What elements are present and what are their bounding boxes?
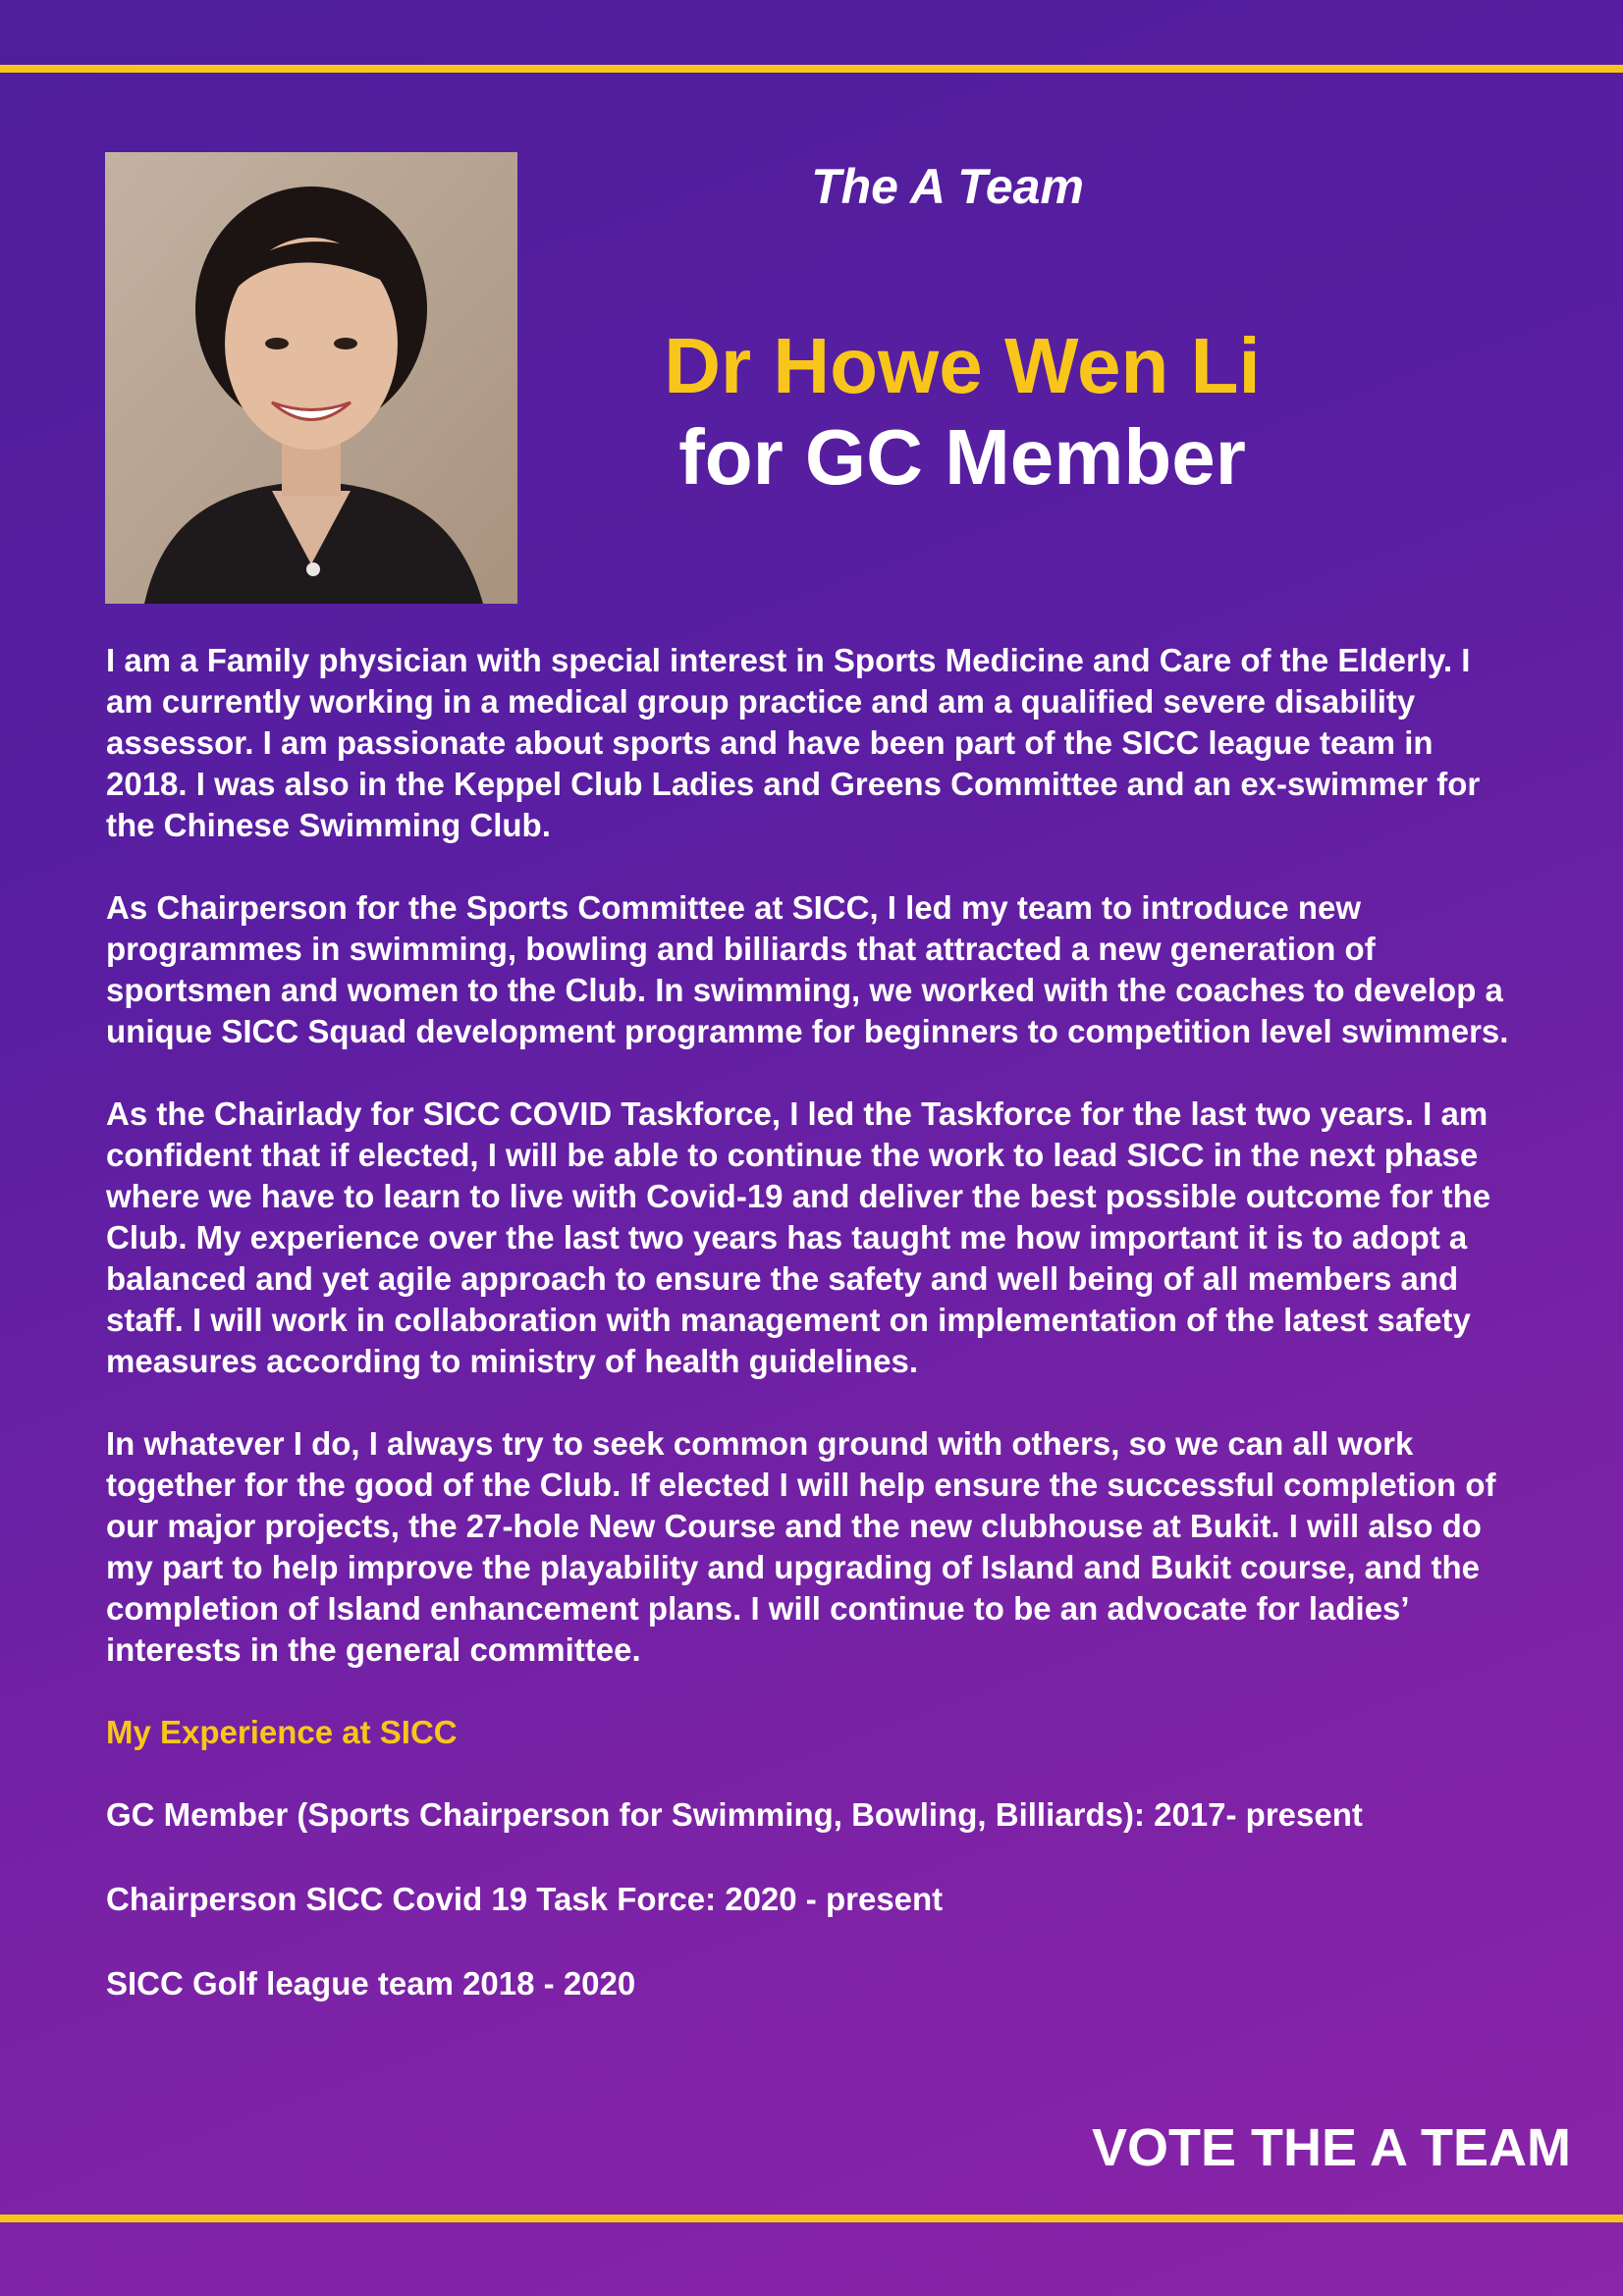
top-divider <box>0 65 1623 73</box>
portrait-photo <box>105 152 517 604</box>
team-title: The A Team <box>811 159 1084 214</box>
bio-paragraph: As Chairperson for the Sports Committee at SICC, I led my team to introduce new programmes in swimming, bowling and billiards that attracted a new generation of sportsmen and women to the Club. In swimming, we worked with the coaches to develop a unique SICC Squad development programme for beginners to competition level swimmers. <box>106 889 1509 1049</box>
experience-item: SICC Golf league team 2018 - 2020 <box>106 1965 636 2002</box>
experience-list <box>106 1794 1520 2004</box>
bio-section <box>106 640 1520 2048</box>
bio-paragraph: I am a Family physician with special interest in Sports Medicine and Care of the Elderly. I am currently working in a medical group practice and am a qualified severe disability assessor. I am passionate about sports and have been part of the SICC league team in 2018. I was also in the Keppel Club Ladies and Greens Committee and an ex-swimmer for the Chinese Swimming Club. <box>106 642 1481 843</box>
candidate-name: Dr Howe Wen Li <box>664 322 1261 409</box>
portrait-photo-icon <box>105 152 517 604</box>
bio-paragraph: As the Chairlady for SICC COVID Taskforce, I led the Taskforce for the last two years. I am confident that if elected, I will be able to continue the work to lead SICC in the next phase where we have to learn to live with Covid-19 and deliver the best possible outcome for the Club. My experience over the last two years has taught me how important it is to adopt a balanced and yet agile approach to ensure the safety and well being of all members and staff. I will work in collaboration with management on implementation of the latest safety measures according to ministry of health guidelines. <box>106 1095 1491 1379</box>
experience-item: GC Member (Sports Chairperson for Swimming, Bowling, Billiards): 2017- present <box>106 1796 1363 1833</box>
bottom-divider <box>0 2215 1623 2222</box>
candidate-role: for GC Member <box>678 413 1246 501</box>
experience-item: Chairperson SICC Covid 19 Task Force: 2020 - present <box>106 1881 944 1917</box>
experience-heading: My Experience at SICC <box>106 1714 458 1750</box>
bio-paragraph: In whatever I do, I always try to seek common ground with others, so we can all work together for the good of the Club. If elected I will help ensure the successful completion of our major projects, the 27-hole New Course and the new clubhouse at Bukit. I will also do my part to help improve the playability and upgrading of Island and Bukit course, and the completion of Island enhancement plans. I will continue to be an advocate for ladies’ interests in the general committee. <box>106 1425 1496 1668</box>
vote-slogan: VOTE THE A TEAM <box>1091 2118 1571 2177</box>
